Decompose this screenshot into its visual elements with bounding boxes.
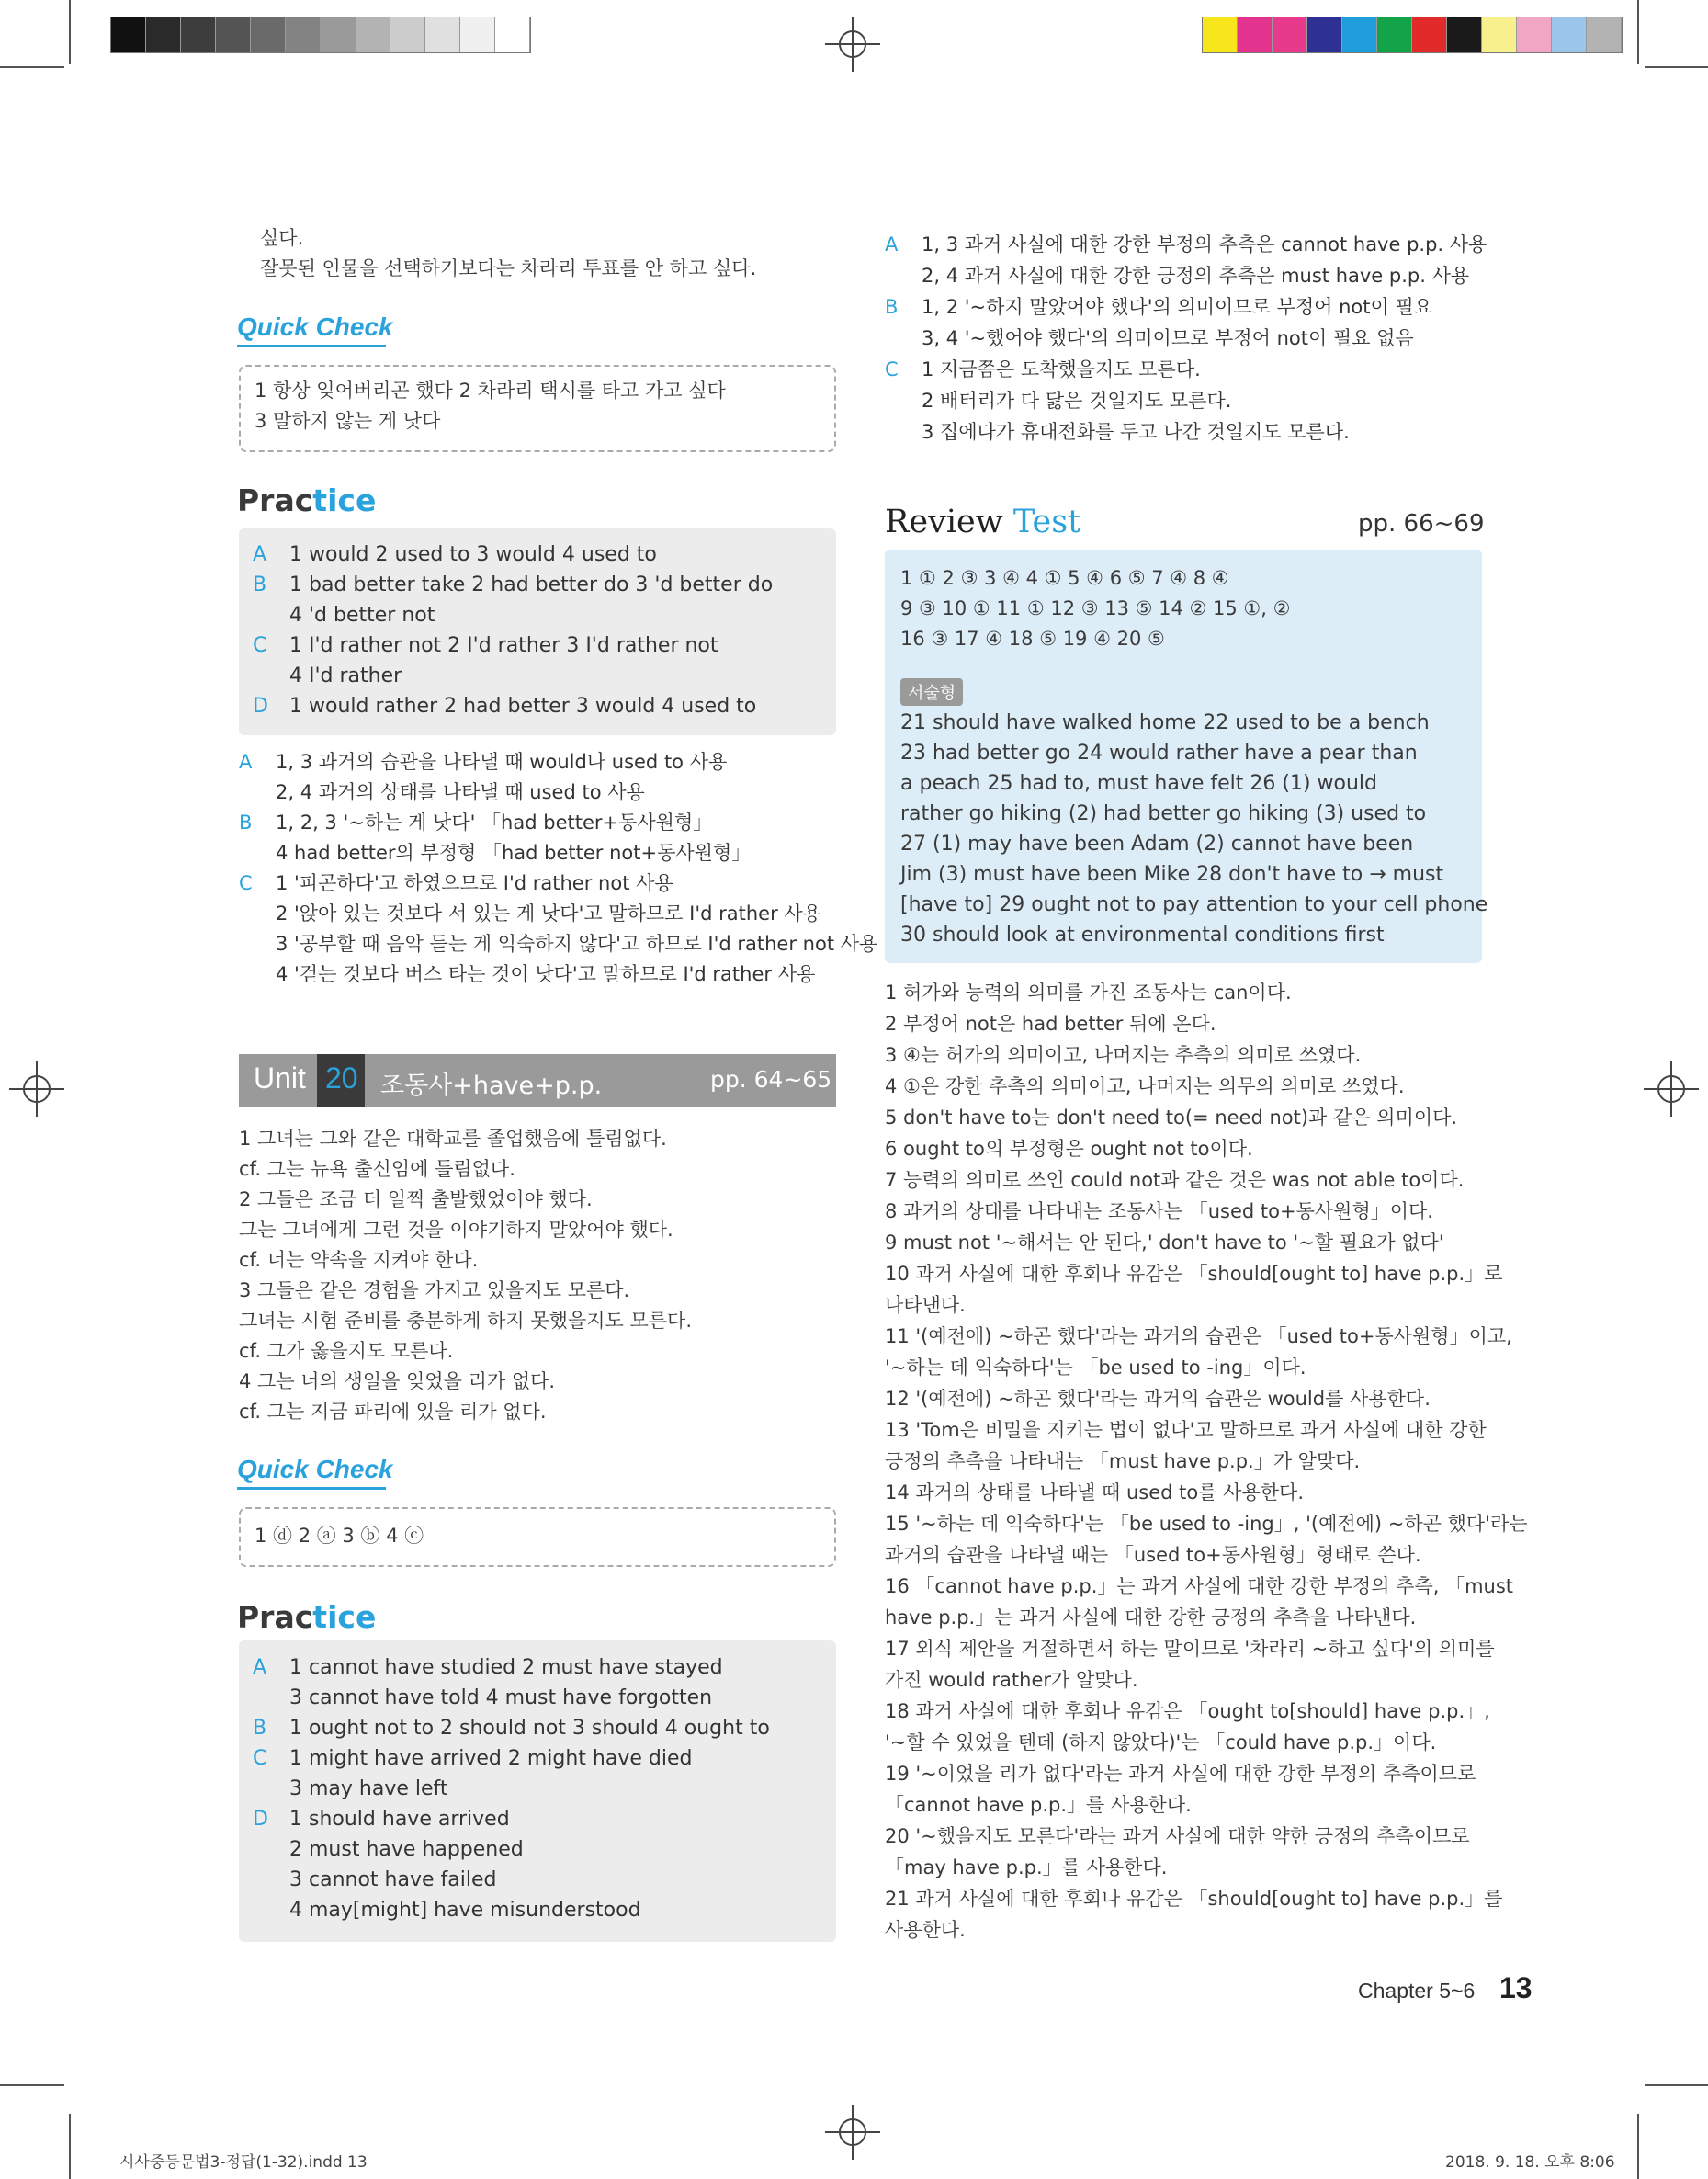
review-note-line: '~하는 데 익숙하다'는 「be used to -ing」이다. [885, 1356, 1306, 1379]
row-text: 1 ought not to 2 should not 3 should 4 ought to [289, 1717, 770, 1740]
practice-row [253, 600, 435, 630]
review-note-line: 9 must not '~해서는 안 된다,' don't have to '~할 필요가 없다' [885, 1231, 1444, 1254]
explanation-row [239, 808, 712, 838]
row-letter: C [253, 634, 267, 657]
color-swatch [251, 17, 286, 52]
review-note-line: 나타낸다. [885, 1294, 966, 1316]
unit-example-line: 4 그는 너의 생일을 잊었을 리가 없다. [239, 1370, 556, 1392]
row-text: 2 '앉아 있는 것보다 서 있는 게 낫다'고 말하므로 I'd rather 사용 [276, 902, 821, 925]
row-text: 1 might have arrived 2 might have died [289, 1747, 693, 1770]
row-text: 4 'd better not [289, 604, 435, 627]
essay-answer-line: 27 (1) may have been Adam (2) cannot have been [900, 833, 1414, 856]
explanation-row [885, 230, 1487, 260]
row-letter: C [239, 872, 253, 894]
practice-row [253, 1804, 510, 1834]
practice-row [253, 1774, 448, 1804]
review-note-line: 10 과거 사실에 대한 후회나 유감은 「should[ought to] have p.p.」로 [885, 1263, 1503, 1285]
explanation-row [239, 868, 673, 899]
row-text: 3 cannot have told 4 must have forgotten [289, 1686, 713, 1709]
practice-row [253, 1743, 692, 1774]
essay-badge: 서술형 [900, 678, 963, 706]
explanation-row [239, 899, 821, 929]
essay-answer-line: rather go hiking (2) had better go hiking (3) used to [900, 802, 1427, 825]
intro-line: 잘못된 인물을 선택하기보다는 차라리 투표를 안 하고 싶다. [260, 257, 757, 279]
explanation-row [885, 292, 1432, 323]
quick-check-box [239, 1507, 836, 1567]
unit-example-line: 그녀는 시험 준비를 충분하게 하지 못했을지도 모른다. [239, 1310, 693, 1332]
practice-title [237, 1599, 376, 1635]
row-letter: D [253, 1808, 268, 1831]
explanation-row [885, 261, 1469, 291]
row-text: 4 had better의 부정형 「had better not+동사원형」 [276, 842, 752, 864]
row-letter: B [253, 1717, 267, 1740]
color-swatch [1552, 17, 1587, 52]
review-note-line: 5 don't have to는 don't need to(= need not)과 같은 의미이다. [885, 1107, 1458, 1129]
practice-row [253, 1895, 641, 1925]
review-note-line: 11 '(예전에) ~하곤 했다'라는 과거의 습관은 「used to+동사원형」이고, [885, 1325, 1512, 1347]
row-text: 3 may have left [289, 1777, 448, 1800]
review-answers [900, 563, 1290, 654]
review-note-line: 긍정의 추측을 나타내는 「must have p.p.」가 알맞다. [885, 1450, 1361, 1472]
explanation-row [239, 838, 751, 868]
unit-number: 20 [325, 1061, 358, 1095]
color-swatch [1238, 17, 1273, 52]
color-swatch [181, 17, 216, 52]
review-note-line: 3 ④는 허가의 의미이고, 나머지는 추측의 의미로 쓰였다. [885, 1044, 1362, 1066]
review-note-line: 8 과거의 상태를 나타내는 조동사는 「used to+동사원형」이다. [885, 1200, 1433, 1222]
color-swatch [1273, 17, 1307, 52]
practice-row [253, 691, 756, 721]
row-text: 1, 3 과거 사실에 대한 강한 부정의 추측은 cannot have p.p. 사용 [922, 233, 1487, 255]
color-bar-right [1202, 17, 1623, 53]
practice-row [253, 1713, 770, 1743]
color-swatch [1342, 17, 1377, 52]
color-bar-left [110, 17, 531, 53]
review-note-line: 가진 would rather가 알맞다. [885, 1669, 1138, 1691]
practice-title-a: Prac [237, 1599, 313, 1635]
row-letter: B [253, 573, 267, 596]
registration-mark-bottom [825, 2105, 880, 2160]
print-timestamp: 2018. 9. 18. 오후 8:06 [1445, 2153, 1615, 2172]
review-test-title [885, 504, 1080, 540]
row-text: 1, 2, 3 '~하는 게 낫다' 「had better+동사원형」 [276, 811, 713, 834]
color-swatch [1517, 17, 1552, 52]
review-note-line: have p.p.」는 과거 사실에 대한 강한 긍정의 추측을 나타낸다. [885, 1606, 1417, 1629]
row-text: 3 '공부할 때 음악 듣는 게 익숙하지 않다'고 하므로 I'd rather not 사용 [276, 933, 878, 955]
row-letter: A [239, 751, 253, 773]
practice-row [253, 539, 657, 570]
review-note-line: 6 ought to의 부정형은 ought not to이다. [885, 1138, 1253, 1160]
practice-row [253, 1683, 712, 1713]
unit-example-line: cf. 그는 뉴욕 출신임에 틀림없다. [239, 1158, 515, 1180]
explanation-row [239, 777, 645, 808]
quick-check-title: Quick Check [237, 312, 393, 341]
review-note-line: 15 '~하는 데 익숙하다'는 「be used to -ing」, '(예전에) ~하곤 했다'라는 [885, 1513, 1528, 1535]
row-letter: C [885, 358, 899, 380]
color-swatch [425, 17, 460, 52]
review-note-line: 16 「cannot have p.p.」는 과거 사실에 대한 강한 부정의 추측, 「must [885, 1575, 1514, 1597]
row-letter: A [885, 233, 899, 255]
row-letter: C [253, 1747, 267, 1770]
review-note-line: 2 부정어 not은 had better 뒤에 온다. [885, 1013, 1216, 1035]
color-swatch [1447, 17, 1482, 52]
quick-check-box [239, 365, 836, 452]
review-note-line: 14 과거의 상태를 나타낼 때 used to를 사용한다. [885, 1481, 1304, 1504]
row-text: 2, 4 과거의 상태를 나타낼 때 used to 사용 [276, 781, 645, 803]
review-note-line: 과거의 습관을 나타낼 때는 「used to+동사원형」형태로 쓴다. [885, 1544, 1421, 1566]
practice-row [253, 661, 402, 691]
review-note-line: 19 '~이었을 리가 없다'라는 과거 사실에 대한 강한 부정의 추측이므로 [885, 1763, 1476, 1785]
essay-answer-line: a peach 25 had to, must have felt 26 (1) would [900, 772, 1377, 795]
practice-row [253, 1652, 723, 1683]
review-note-line: 사용한다. [885, 1919, 966, 1941]
color-swatch [495, 17, 530, 52]
quick-check-underline [237, 1487, 386, 1490]
quick-check-answers: 1 ⓓ 2 ⓐ 3 ⓑ 4 ⓒ [255, 1525, 424, 1547]
row-text: 4 may[might] have misunderstood [289, 1899, 641, 1922]
page-number: 13 [1499, 1971, 1533, 2004]
row-text: 1, 2 '~하지 말았어야 했다'의 의미이므로 부정어 not이 필요 [922, 296, 1433, 318]
practice-row [253, 630, 718, 661]
row-text: 1 bad better take 2 had better do 3 'd better do [289, 573, 774, 596]
review-answer-line: 16 ③ 17 ④ 18 ⑤ 19 ④ 20 ⑤ [900, 628, 1165, 650]
essay-answer-line: 21 should have walked home 22 used to be a bench [900, 711, 1430, 734]
unit-pages: pp. 64~65 [710, 1066, 832, 1093]
row-text: 1 I'd rather not 2 I'd rather 3 I'd rather not [289, 634, 718, 657]
color-swatch [216, 17, 251, 52]
row-text: 1, 3 과거의 습관을 나타낼 때 would나 used to 사용 [276, 751, 728, 773]
practice-row [253, 570, 773, 600]
quick-check-underline [237, 345, 386, 347]
chapter-label: Chapter 5~6 [1358, 1979, 1476, 2003]
essay-answer-line: [have to] 29 ought not to pay attention to your cell phone [900, 893, 1488, 916]
review-note-line: 「may have p.p.」를 사용한다. [885, 1856, 1168, 1878]
color-swatch [1307, 17, 1342, 52]
row-text: 2, 4 과거 사실에 대한 강한 긍정의 추측은 must have p.p. 사용 [922, 265, 1470, 287]
row-text: 1 would 2 used to 3 would 4 used to [289, 543, 657, 566]
unit-example-line: cf. 그는 지금 파리에 있을 리가 없다. [239, 1401, 547, 1423]
row-letter: A [253, 1656, 267, 1679]
explanation-row [885, 323, 1414, 354]
color-swatch [1377, 17, 1412, 52]
row-text: 3, 4 '~했어야 했다'의 의미이므로 부정어 not이 필요 없음 [922, 327, 1414, 349]
explanation-row [239, 959, 815, 990]
row-letter: D [253, 695, 268, 718]
review-pages: pp. 66~69 [1358, 510, 1485, 538]
color-swatch [111, 17, 146, 52]
review-answer-line: 9 ③ 10 ① 11 ① 12 ③ 13 ⑤ 14 ② 15 ①, ② [900, 597, 1291, 619]
review-note-line: 4 ①은 강한 추측의 의미이고, 나머지는 의무의 의미로 쓰였다. [885, 1075, 1405, 1097]
file-info: 시사중등문법3-정답(1-32).indd 13 [119, 2153, 368, 2172]
unit-example-line: 2 그들은 조금 더 일찍 출발했었어야 했다. [239, 1188, 593, 1210]
practice-row [253, 1865, 496, 1895]
explanation-row [885, 386, 1231, 416]
review-answer-line: 1 ① 2 ③ 3 ④ 4 ① 5 ④ 6 ⑤ 7 ④ 8 ④ [900, 567, 1229, 589]
review-note-line: 7 능력의 의미로 쓰인 could not과 같은 것은 was not able to이다. [885, 1169, 1465, 1191]
quick-check-line: 3 말하지 않는 게 낫다 [255, 410, 441, 432]
explanation-row [239, 929, 877, 959]
row-letter: A [253, 543, 267, 566]
practice-title-b: tice [312, 482, 377, 518]
practice-title [237, 482, 376, 518]
color-swatch [286, 17, 321, 52]
explanation-row [885, 355, 1201, 385]
registration-mark-right [1644, 1061, 1699, 1117]
intro-text [260, 223, 756, 284]
registration-mark-top [825, 17, 880, 72]
essay-answer-line: 30 should look at environmental conditions first [900, 924, 1385, 947]
quick-check-title: Quick Check [237, 1455, 393, 1483]
row-text: 3 cannot have failed [289, 1868, 497, 1891]
review-note-line: 1 허가와 능력의 의미를 가진 조동사는 can이다. [885, 982, 1292, 1004]
color-swatch [460, 17, 495, 52]
row-letter: B [239, 811, 253, 834]
row-text: 2 배터리가 다 닳은 것일지도 모른다. [922, 390, 1232, 412]
row-letter: B [885, 296, 899, 318]
color-swatch [1203, 17, 1238, 52]
quick-check-line: 1 항상 잊어버리곤 했다 2 차라리 택시를 타고 가고 싶다 [255, 380, 726, 402]
review-note-line: 「cannot have p.p.」를 사용한다. [885, 1794, 1192, 1816]
row-text: 1 지금쯤은 도착했을지도 모른다. [922, 358, 1201, 380]
review-note-line: 12 '(예전에) ~하곤 했다'라는 과거의 습관은 would를 사용한다. [885, 1388, 1431, 1410]
unit-example-line: 1 그녀는 그와 같은 대학교를 졸업했음에 틀림없다. [239, 1128, 667, 1150]
unit-example-line: 3 그들은 같은 경험을 가지고 있을지도 모른다. [239, 1279, 630, 1301]
review-note-line: 21 과거 사실에 대한 후회나 유감은 「should[ought to] have p.p.」를 [885, 1888, 1503, 1910]
unit-examples [239, 1124, 692, 1427]
intro-line: 싶다. [260, 227, 304, 249]
practice-row [253, 1834, 524, 1865]
review-note-line: 20 '~했을지도 모른다'라는 과거 사실에 대한 약한 긍정의 추측이므로 [885, 1825, 1470, 1847]
row-text: 4 I'd rather [289, 664, 402, 687]
practice-title-b: tice [312, 1599, 377, 1635]
color-swatch [1482, 17, 1517, 52]
essay-answers [900, 708, 1487, 950]
review-title-b: Test [1012, 504, 1081, 540]
unit-example-line: 그는 그녀에게 그런 것을 이야기하지 말았어야 했다. [239, 1219, 673, 1241]
review-notes [885, 977, 1528, 1946]
unit-example-line: cf. 그가 옳을지도 모른다. [239, 1340, 454, 1362]
review-note-line: 13 'Tom은 비밀을 지키는 법이 없다'고 말하므로 과거 사실에 대한 강한 [885, 1419, 1487, 1441]
row-text: 3 집에다가 휴대전화를 두고 나간 것일지도 모른다. [922, 421, 1350, 443]
color-swatch [390, 17, 425, 52]
review-title-a: Review [885, 504, 1003, 540]
explanation-row [885, 417, 1350, 448]
color-swatch [146, 17, 181, 52]
review-note-line: '~할 수 있었을 텐데 (하지 않았다)'는 「could have p.p.」이다. [885, 1731, 1437, 1753]
color-swatch [356, 17, 390, 52]
unit-example-line: cf. 너는 약속을 지켜야 한다. [239, 1249, 479, 1271]
row-text: 1 would rather 2 had better 3 would 4 used to [289, 695, 757, 718]
review-note-line: 18 과거 사실에 대한 후회나 유감은 「ought to[should] have p.p.」, [885, 1700, 1490, 1722]
row-text: 1 should have arrived [289, 1808, 510, 1831]
review-note-line: 17 외식 제안을 거절하면서 하는 말이므로 '차라리 ~하고 싶다'의 의미를 [885, 1638, 1495, 1660]
unit-label: Unit [254, 1061, 306, 1095]
row-text: 1 '피곤하다'고 하였으므로 I'd rather not 사용 [276, 872, 673, 894]
practice-title-a: Prac [237, 482, 313, 518]
color-swatch [1587, 17, 1622, 52]
row-text: 2 must have happened [289, 1838, 524, 1861]
registration-mark-left [9, 1061, 64, 1117]
essay-answer-line: 23 had better go 24 would rather have a pear than [900, 742, 1418, 765]
row-text: 4 '걷는 것보다 버스 타는 것이 낫다'고 말하므로 I'd rather 사용 [276, 963, 816, 985]
essay-answer-line: Jim (3) must have been Mike 28 don't have to → must [900, 863, 1444, 886]
row-text: 1 cannot have studied 2 must have stayed [289, 1656, 723, 1679]
color-swatch [1412, 17, 1447, 52]
unit-title: 조동사+have+p.p. [380, 1072, 603, 1100]
explanation-row [239, 747, 727, 777]
color-swatch [321, 17, 356, 52]
